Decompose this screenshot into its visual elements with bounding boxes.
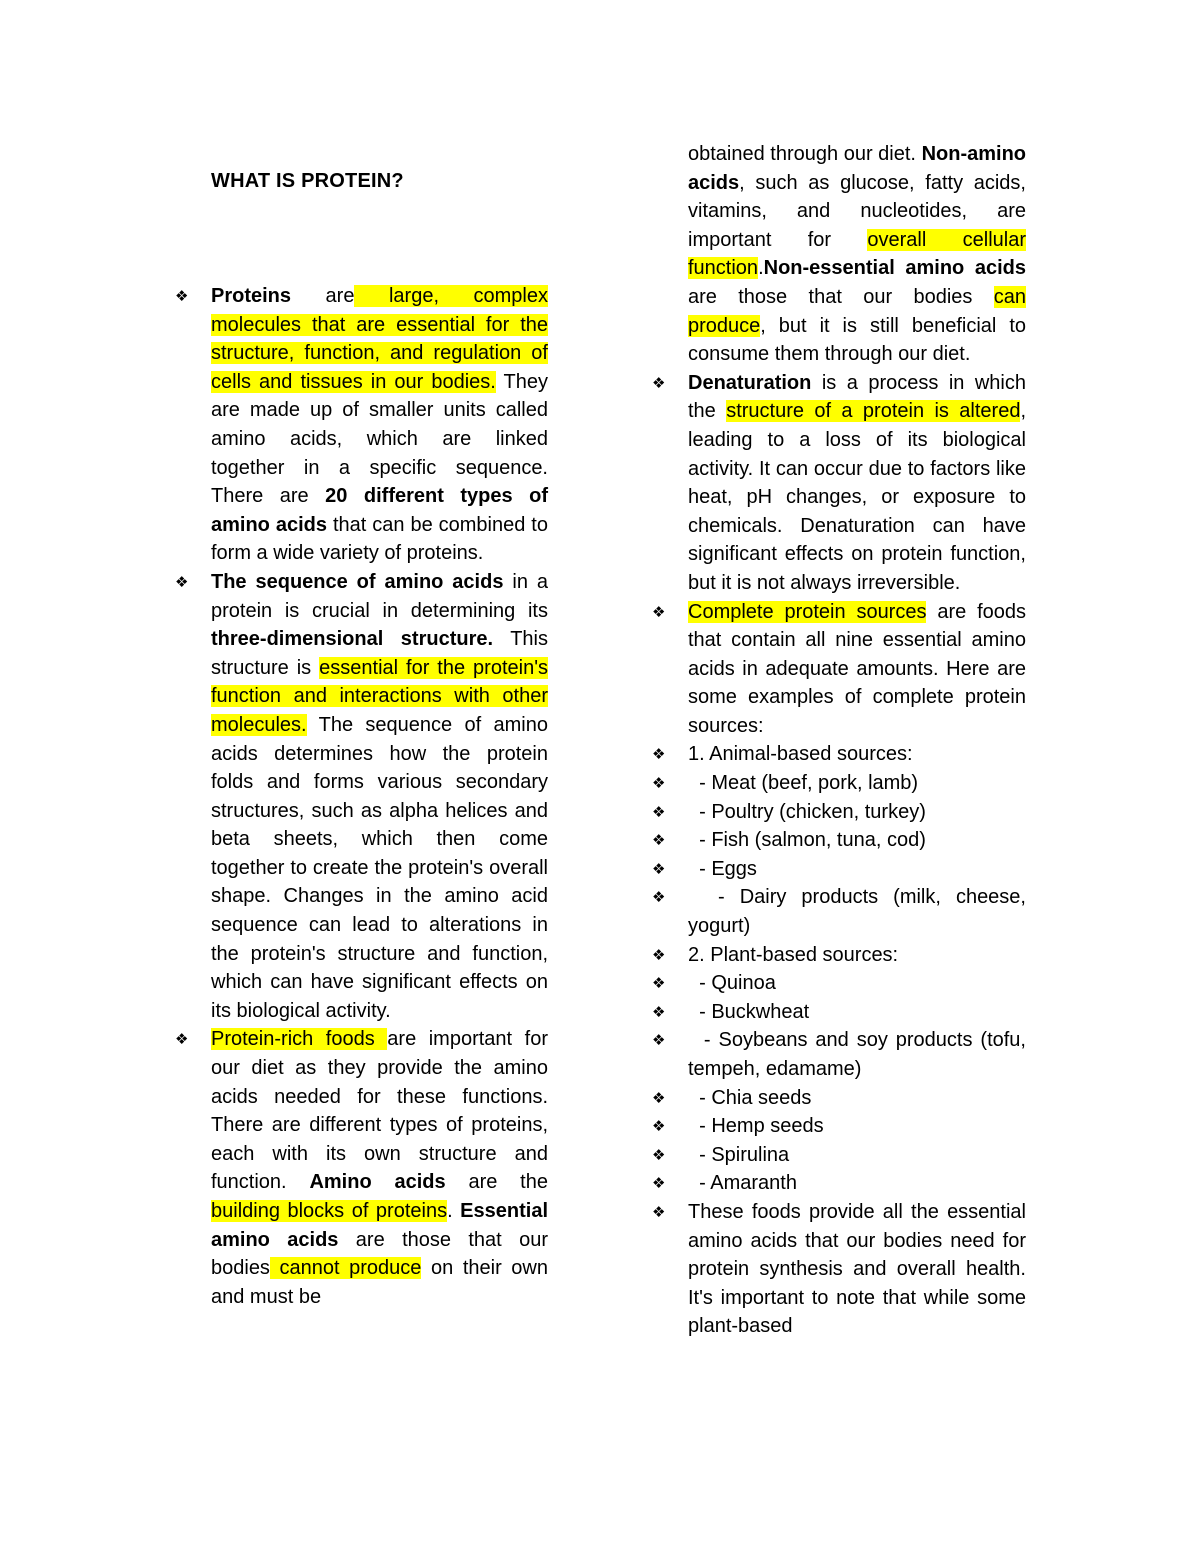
diamond-bullet-icon: ❖	[652, 602, 666, 621]
text-run: .	[447, 1200, 461, 1222]
diamond-bullet-icon: ❖	[652, 1088, 666, 1107]
paragraph-denaturation	[652, 369, 1027, 598]
bold-term: Amino acids	[309, 1171, 446, 1194]
paragraph-proteins	[175, 282, 548, 568]
bold-term: Non-essential amino acids	[763, 257, 1026, 280]
highlighted-text: Complete protein sources	[688, 600, 927, 623]
diamond-bullet-icon: ❖	[652, 802, 666, 821]
list-item-text: - Fish (salmon, tuna, cod)	[688, 829, 926, 852]
paragraph-complete-protein	[652, 598, 1026, 741]
text-run: is a process in which the	[688, 371, 1026, 423]
text-run: This structure is	[211, 628, 549, 679]
bold-term: Denaturation	[688, 371, 812, 394]
text-run: are those that our bodies	[688, 285, 994, 308]
list-item-text: - Amaranth	[688, 1172, 797, 1195]
diamond-bullet-icon: ❖	[175, 572, 189, 591]
list-item-text: - Buckwheat	[688, 1000, 810, 1023]
list-item	[652, 998, 1026, 1027]
diamond-bullet-icon: ❖	[652, 745, 666, 764]
text-run: , such as glucose, fatty acids, vitamins, and nucleotides, are important for	[688, 171, 1026, 251]
list-item	[652, 1112, 1026, 1141]
text-run: that can be combined to form a wide variety of proteins.	[211, 513, 548, 565]
diamond-bullet-icon: ❖	[652, 373, 666, 392]
list-item	[652, 1141, 1026, 1170]
highlighted-text: Protein-rich foods	[211, 1028, 388, 1051]
list-item-text: - Poultry (chicken, turkey)	[688, 800, 926, 823]
list-item	[652, 1026, 1032, 1083]
text-run: in a protein is crucial in determining its	[211, 570, 548, 622]
list-item	[652, 855, 1026, 884]
highlighted-text: large, complex molecules that are essential for the structure, function, and regulation of cells and tissues in our bodies.	[211, 285, 548, 393]
diamond-bullet-icon: ❖	[652, 945, 666, 964]
paragraph-sequence	[175, 568, 549, 1026]
list-item-text: - Hemp seeds	[688, 1115, 824, 1138]
list-item-text: - Dairy products (milk, cheese, yogurt)	[688, 886, 1032, 938]
highlighted-text: cannot produce	[269, 1257, 422, 1280]
list-item-text: - Spirulina	[688, 1143, 790, 1166]
list-item	[652, 969, 1026, 998]
page-title: WHAT IS PROTEIN?	[211, 170, 404, 192]
text-run: .	[758, 257, 764, 280]
diamond-bullet-icon: ❖	[652, 859, 666, 878]
list-item-text: - Meat (beef, pork, lamb)	[688, 772, 919, 795]
list-item	[652, 941, 1026, 970]
text-run: , leading to a loss of its biological activity. It can occur due to factors like heat, pH changes, or exposure to chemicals. Denaturation can have significant effects on protein function, but it is not always irreversible.	[688, 400, 1027, 594]
list-item	[652, 1084, 1026, 1113]
list-item	[652, 740, 1026, 769]
text-run: obtained through our diet.	[688, 143, 922, 165]
paragraph-protein-rich-foods	[175, 1025, 548, 1311]
highlighted-text: can produce	[688, 285, 1026, 337]
left-column	[175, 282, 549, 1311]
highlighted-text: structure of a protein is altered	[726, 400, 1021, 423]
paragraph-non-amino-acids	[688, 140, 1026, 369]
list-item	[652, 769, 1026, 798]
paragraph-these-foods	[652, 1198, 1026, 1341]
list-item-text: - Soybeans and soy products (tofu, tempeh, edamame)	[688, 1029, 1032, 1080]
diamond-bullet-icon: ❖	[652, 1174, 666, 1193]
list-item	[652, 883, 1032, 940]
diamond-bullet-icon: ❖	[652, 1002, 666, 1021]
text-run: These foods provide all the essential amino acids that our bodies need for protein synthesis and overall health. It's important to note that while some plant-based	[688, 1200, 1026, 1338]
bold-term: Non-amino acids	[688, 143, 1026, 194]
bold-term: Proteins	[211, 285, 292, 307]
highlighted-text: essential for the protein's function and interactions with other molecules.	[211, 656, 549, 736]
bold-term: three-dimensional structure.	[211, 628, 494, 651]
text-run: are those that our bodies	[211, 1228, 548, 1280]
diamond-bullet-icon: ❖	[175, 1030, 189, 1049]
diamond-bullet-icon: ❖	[652, 831, 666, 850]
diamond-bullet-icon: ❖	[652, 1202, 666, 1221]
list-item-text: - Chia seeds	[688, 1086, 812, 1109]
list-item-text: 1. Animal-based sources:	[688, 743, 913, 766]
protein-source-list	[652, 740, 1032, 1198]
text-run: are foods that contain all nine essential amino acids in adequate amounts. Here are some examples of complete protein sources:	[688, 600, 1026, 737]
highlighted-text: building blocks of proteins	[211, 1200, 448, 1222]
text-run: , but it is still beneficial to consume them through our diet.	[688, 314, 1026, 366]
bold-term: Essential amino acids	[211, 1200, 548, 1251]
diamond-bullet-icon: ❖	[652, 1117, 666, 1136]
list-item	[652, 798, 1026, 827]
text-run: are the	[445, 1171, 548, 1194]
diamond-bullet-icon: ❖	[175, 287, 189, 305]
list-item	[652, 826, 1026, 855]
text-run: on their own and must be	[211, 1257, 548, 1308]
diamond-bullet-icon: ❖	[652, 774, 666, 793]
list-item-text: 2. Plant-based sources:	[688, 943, 899, 966]
diamond-bullet-icon: ❖	[652, 1031, 666, 1050]
diamond-bullet-icon: ❖	[652, 974, 666, 993]
list-item-text: - Eggs	[688, 857, 757, 880]
list-item-text: - Quinoa	[688, 972, 776, 995]
bold-term: 20 different types of amino acids	[211, 485, 548, 536]
text-run: They are made up of smaller units called amino acids, which are linked together in a specific sequence. There are	[211, 370, 548, 508]
right-column	[652, 140, 1032, 1341]
bold-term: The sequence of amino acids	[211, 570, 504, 593]
text-run: are important for our diet as they provide the amino acids needed for these functions. There are different types of proteins, each with its own structure and function.	[211, 1028, 548, 1194]
diamond-bullet-icon: ❖	[652, 888, 666, 907]
text-run: are	[291, 285, 355, 307]
list-item	[652, 1169, 1026, 1198]
highlighted-text: overall cellular function	[688, 228, 1026, 280]
text-run: The sequence of amino acids determines how the protein folds and forms various secondary structures, such as alpha helices and beta sheets, which then come together to create the protein's overall shape. Changes in the amino acid sequence can lead to alterations in the protein's structure and function, which can have significant effects on its biological activity.	[211, 713, 548, 1022]
diamond-bullet-icon: ❖	[652, 1145, 666, 1164]
